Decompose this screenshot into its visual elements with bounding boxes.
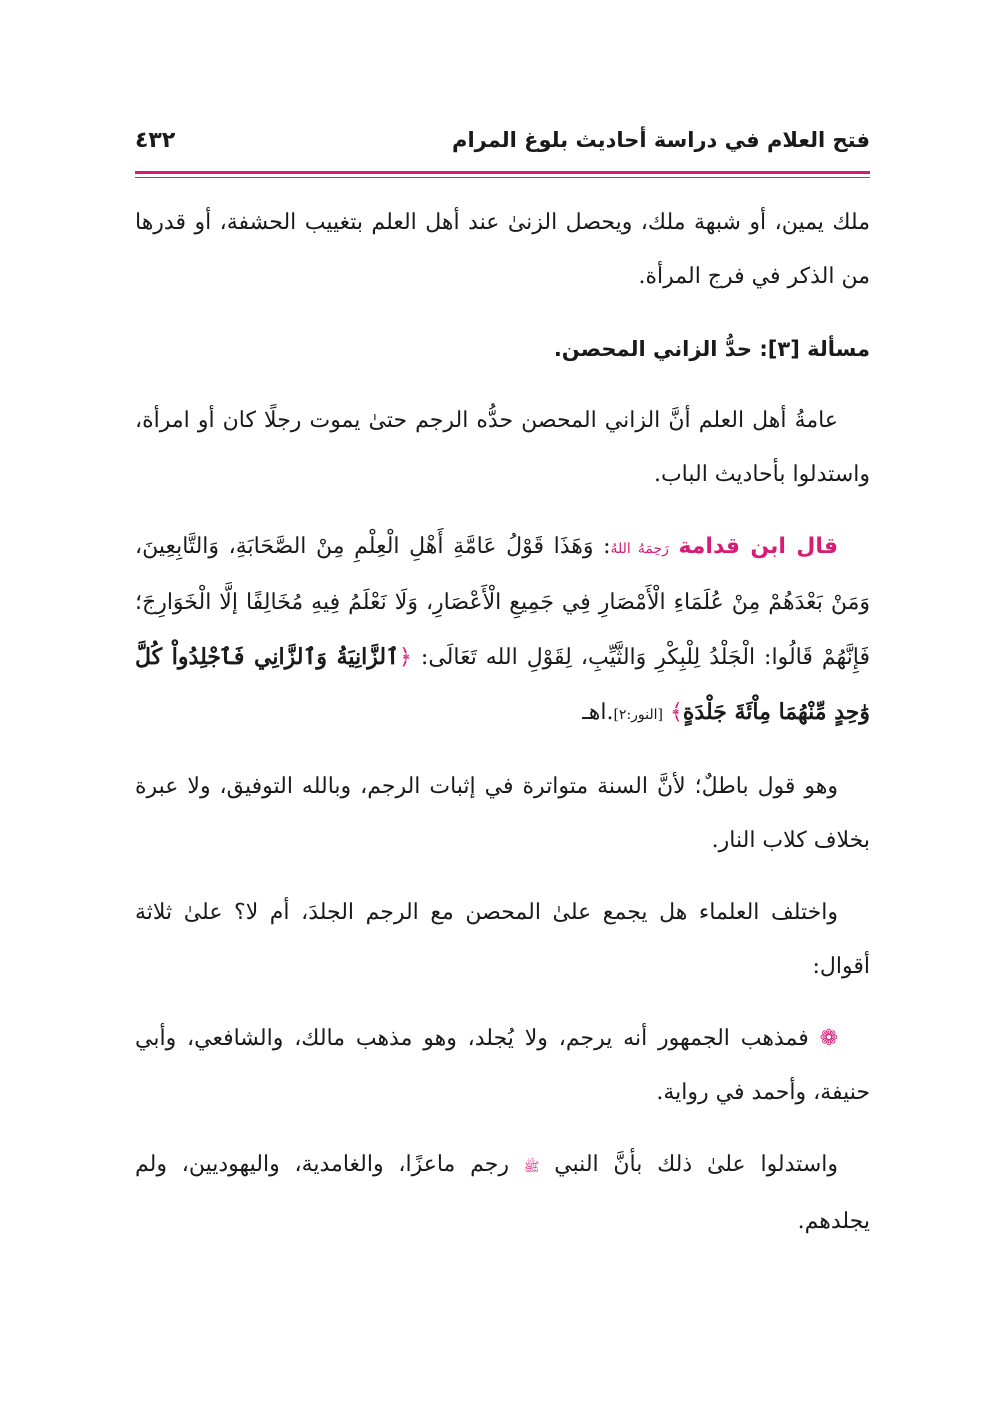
paragraph-consensus: عامةُ أهل العلم أنَّ الزاني المحصن حدُّه الرجم حتىٰ يموت رجلًا كان أو امرأة، واستدلوا بأحاديث الباب. [135, 408, 870, 487]
paragraph-disagreement: واختلف العلماء هل يجمع علىٰ المحصن مع الرجم الجلدَ، أم لا؟ علىٰ ثلاثة أقوال: [135, 900, 870, 979]
issue-label: مسألة [٣]: [759, 337, 870, 361]
quote-speaker: قال ابن قدامة [678, 534, 838, 559]
paragraph-refutation: وهو قول باطلٌ؛ لأنَّ السنة متواترة في إثبات الرجم، وبالله التوفيق، ولا عبرة بخلاف كلاب النار. [135, 774, 870, 853]
quote-text: : وَهَذَا قَوْلُ عَامَّةِ أَهْلِ الْعِلْمِ مِنْ الصَّحَابَةِ، وَالتَّابِعِينَ، وَمَنْ بَعْدَهُمْ مِنْ عُلَمَاءِ الْأَمْصَارِ فِي جَمِيعِ الْأَعْصَارِ، وَلَا نَعْلَمُ فِيهِ مُخَالِفًا إلَّا الْخَوَارِجَ؛ فَإِنَّهُمْ قَالُوا: الْجَلْدُ لِلْبِكْرِ وَالثَّيِّبِ، لِقَوْلِ الله تَعَالَى: [135, 534, 870, 670]
verse-citation: [النور:٢] [613, 707, 663, 723]
book-title: فتح العلام في دراسة أحاديث بلوغ المرام [452, 128, 870, 152]
bullet-item [135, 1012, 870, 1120]
page-body [135, 196, 870, 1267]
flower-bullet-icon: ❁ [819, 1026, 838, 1051]
evidence-before: واستدلوا علىٰ ذلك بأنَّ النبي [554, 1152, 838, 1177]
salutation-glyph: ﷺ [523, 1160, 540, 1175]
verse-bracket-open: ﴿ [399, 645, 412, 670]
quote-ibn-qudama [135, 520, 870, 742]
verse-bracket-close: ﴾ [670, 700, 683, 725]
paragraph-evidence [135, 1138, 870, 1249]
running-header [135, 118, 870, 166]
header-rule-thin [135, 177, 870, 178]
issue-title: حدُّ الزاني المحصن. [553, 337, 753, 361]
evidence-after: رجم ماعزًا، والغامدية، واليهوديين، ولم يجلدهم. [135, 1152, 870, 1234]
bullet-text: فمذهب الجمهور أنه يرجم، ولا يُجلد، وهو مذهب مالك، والشافعي، وأبي حنيفة، وأحمد في رواية. [135, 1026, 870, 1105]
quote-end: .اهـ [582, 700, 614, 725]
quran-verse: ٱلزَّانِيَةُ وَٱلزَّانِي فَٱجْلِدُواْ كُلَّ وَٰحِدٍ مِّنْهُمَا مِاْئَةَ جَلْدَةٍ [135, 644, 870, 725]
page-number: ٤٣٢ [135, 128, 176, 153]
paragraph-continuation: ملك يمين، أو شبهة ملك، ويحصل الزنىٰ عند أهل العلم بتغييب الحشفة، أو قدرها من الذكر في فرج المرأة. [135, 210, 870, 289]
issue-heading [135, 322, 870, 376]
page [135, 118, 870, 1234]
header-rule [135, 171, 870, 174]
honorific-glyph: رَحِمَهُ اللهُ [610, 541, 669, 557]
